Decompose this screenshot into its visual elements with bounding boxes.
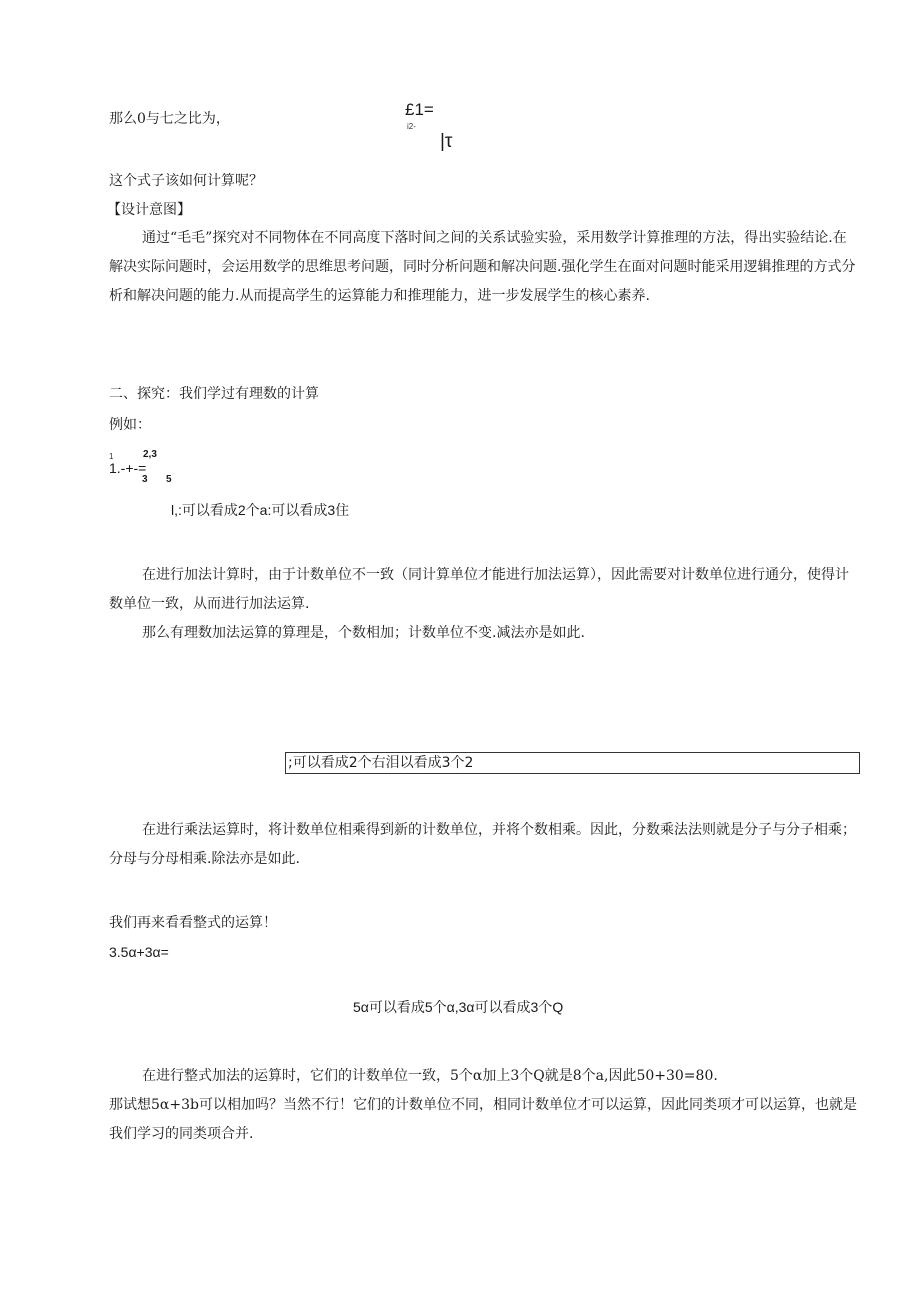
formula1-bottom-right: 5 xyxy=(166,474,172,485)
section-two-heading: 二、探究：我们学过有理数的计算 xyxy=(109,386,319,402)
formula1-sup-left: 1 xyxy=(109,452,114,461)
integer-paragraph-line1: 在进行整式加法的运算时，它们的计数单位一致，5个α加上3个Q就是8个a,因此50+30=80. xyxy=(142,1068,718,1084)
multiply-paragraph-text: 在进行乘法运算时，将计数单位相乘得到新的计数单位，并将个数相乘。因此，分数乘法法则就是分子与分子相乘；分母与分母相乘.除法亦是如此. xyxy=(109,822,856,867)
ratio-fraction-top: £1= xyxy=(405,100,434,119)
formula1-main: 1.-+-= xyxy=(109,460,147,476)
example-label: 例如： xyxy=(109,417,151,433)
integer-paragraph xyxy=(109,1062,859,1149)
boxed-unit-note: ;可以看成2个右泪以看成3个2 xyxy=(285,752,860,774)
design-heading: 【设计意图】 xyxy=(107,202,191,218)
formula2: 3.5α+3α= xyxy=(109,944,169,960)
ratio-fraction-mid: i2- xyxy=(407,122,416,131)
addition-rule-text: 那么有理数加法运算的算理是，个数相加；计数单位不变.减法亦是如此. xyxy=(142,625,585,641)
multiply-paragraph xyxy=(109,816,859,874)
question-line: 这个式子该如何计算呢？ xyxy=(109,173,263,189)
formula1-note: l,:可以看成2个a:可以看成3住 xyxy=(171,502,350,518)
integer-heading: 我们再来看看整式的运算！ xyxy=(109,915,277,931)
integer-paragraph-rest: 那试想5α+3b可以相加吗？当然不行！它们的计数单位不同，相同计数单位才可以运算，因此同类项才可以运算，也就是我们学习的同类项合并. xyxy=(109,1097,857,1142)
intro-ratio-text: 那么0与七之比为， xyxy=(109,111,230,127)
addition-paragraph xyxy=(109,561,859,648)
formula1-top: 2,3 xyxy=(143,449,157,460)
formula1-bottom-left: 3 xyxy=(142,474,148,485)
addition-paragraph-text: 在进行加法计算时，由于计数单位不一致（同计算单位才能进行加法运算），因此需要对计数单位进行通分，使得计数单位一致，从而进行加法运算. xyxy=(109,567,849,612)
formula2-note: 5α可以看成5个α,3α可以看成3个Q xyxy=(353,999,564,1015)
ratio-fraction-bottom: |τ xyxy=(440,131,453,152)
design-paragraph-text: 通过“毛毛”探究对不同物体在不同高度下落时间之间的关系试验实验，采用数学计算推理的方法，得出实验结论.在解决实际问题时，会运用数学的思维思考问题，同时分析问题和解决问题.强化学生在面对问题时能采用逻辑推理的方式分析和解决问题的能力.从而提高学生的运算能力和推理能力，进一步发展学生的核心素养. xyxy=(109,230,856,304)
design-paragraph xyxy=(109,224,859,311)
